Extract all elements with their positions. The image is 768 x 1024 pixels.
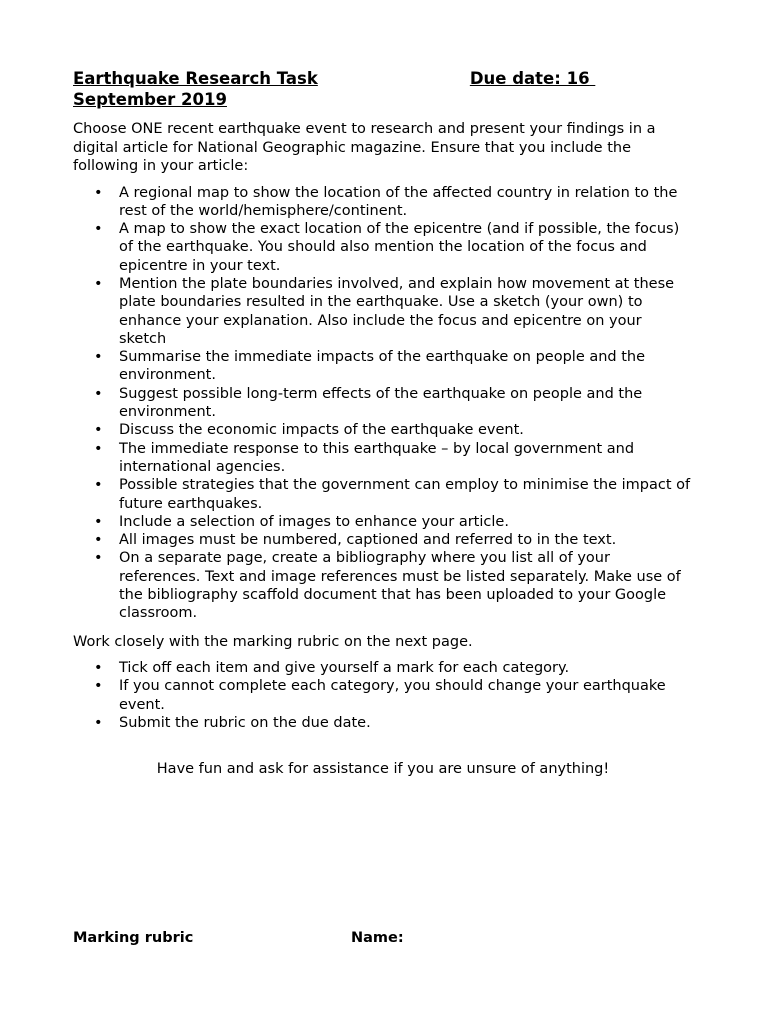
bullet-icon: • [94,513,103,530]
list-item: • Submit the rubric on the due date. [94,715,371,732]
name-label: Name: [351,930,404,946]
rubric-footer [73,929,404,947]
list-item: • Summarise the immediate impacts of the earthquake on people and the environment. [94,349,646,384]
bullet-icon: • [94,660,103,677]
bullet-icon: • [94,422,103,439]
list-item: • Possible strategies that the government can employ to minimise the impact of future earthquakes. [94,477,691,512]
list-item: • If you cannot complete each category, you should change your earthquake event. [94,678,666,713]
list-item: • Include a selection of images to enhance your article. [94,513,509,530]
intro-paragraph: Choose ONE recent earthquake event to research and present your findings in a digital article for National Geographic magazine. Ensure that you include the following in your article: [73,121,656,174]
document-page [73,68,693,779]
list-item: • Tick off each item and give yourself a mark for each category. [94,660,570,677]
requirements-list [73,184,693,623]
list-item: • All images must be numbered, captioned and referred to in the text. [94,532,617,549]
task-heading [73,68,693,110]
bullet-icon: • [94,221,103,238]
list-item: • Mention the plate boundaries involved, and explain how movement at these plate boundaries resulted in the earthquake. Use a sketch (your own) to enhance your explanation. Also include the focus and epicentre on your sketch [94,275,675,347]
bullet-icon: • [94,678,103,695]
closing-line: Have fun and ask for assistance if you are unsure of anything! [156,761,610,778]
bullet-icon: • [94,477,103,494]
rubric-steps-list [73,659,693,732]
list-item: • Suggest possible long-term effects of the earthquake on people and the environment. [94,385,643,421]
bullet-icon: • [94,715,103,732]
list-item: • The immediate response to this earthquake – by local government and international agencies. [94,440,635,475]
list-item: • A regional map to show the location of the affected country in relation to the rest of the world/hemisphere/continent. [94,184,678,219]
bullet-icon: • [94,550,103,567]
bullet-icon: • [94,275,103,292]
task-title: Earthquake Research Task [73,69,318,88]
list-item: • On a separate page, create a bibliography where you list all of your references. Text and image references must be listed separately. Make use of the bibliography scaffold document that has been uploaded to your Google classroom. [94,550,681,622]
marking-rubric-label: Marking rubric [73,930,194,946]
rubric-note: Work closely with the marking rubric on the next page. [73,633,473,650]
bullet-icon: • [94,349,103,366]
bullet-icon: • [94,532,103,549]
list-item: • Discuss the economic impacts of the earthquake event. [94,422,524,439]
bullet-icon: • [94,385,103,402]
due-date: Due date: 16 September 2019 [73,69,596,109]
list-item: • A map to show the exact location of the epicentre (and if possible, the focus) of the earthquake. You should also mention the location of the focus and epicentre in your text. [94,221,680,274]
bullet-icon: • [94,440,103,457]
bullet-icon: • [94,184,103,201]
